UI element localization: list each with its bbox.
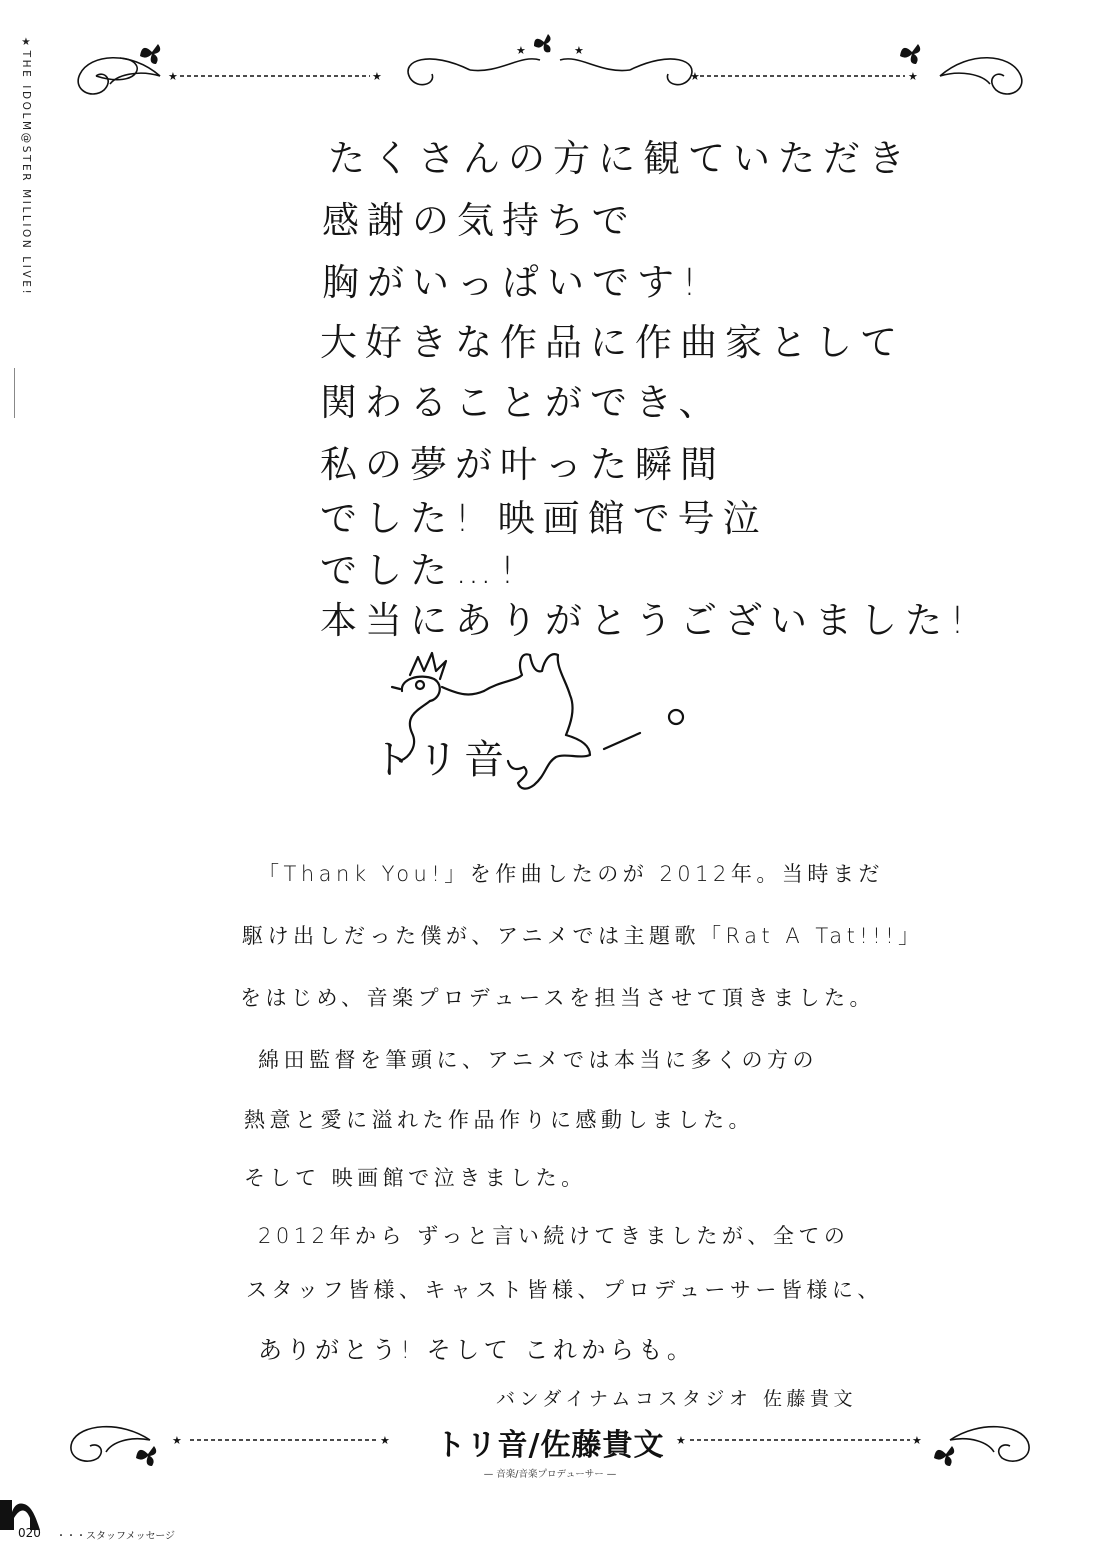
svg-text:★: ★ [380,1434,390,1447]
svg-text:★: ★ [516,44,526,57]
svg-text:★: ★ [908,70,918,83]
message-line: 感謝の気持ちで [322,199,637,242]
svg-text:★: ★ [168,70,178,83]
body-line: スタッフ皆様、キャスト皆様、プロデューサー皆様に、 [246,1278,883,1302]
message-line: でした! 映画館で号泣 [320,497,768,540]
doodle-caption: トリ音 [372,737,510,783]
svg-text:★: ★ [172,1434,182,1447]
message-line: でした…! [320,549,523,592]
series-title: ★THE IDOLM@STER MILLION LIVE! [20,36,32,297]
body-line: 熱意と愛に溢れた作品作りに感動しました。 [244,1108,754,1132]
message-line: 大好きな作品に作曲家として [320,321,905,364]
svg-text:★: ★ [372,70,382,83]
svg-text:★: ★ [574,44,584,57]
top-ornament [0,30,1100,110]
signature-line: バンダイナムコスタジオ 佐藤貴文 [496,1388,857,1410]
body-line: 「Thank You!」を作曲したのが 2012年。当時まだ [258,862,884,886]
svg-text:★: ★ [676,1434,686,1447]
body-line: 2012年から ずっと言い続けてきましたが、全ての [258,1224,850,1248]
author-role: — 音楽/音楽プロデューサー — [483,1469,617,1480]
body-line: 綿田監督を筆頭に、アニメでは本当に多くの方の [258,1048,818,1072]
svg-text:★: ★ [690,70,700,83]
section-label: ・・・スタッフメッセージ [56,1531,175,1542]
message-line: 胸がいっぱいです! [322,261,705,304]
body-line: 駆け出しだった僕が、アニメでは主題歌「Rat A Tat!!!」 [242,924,924,948]
body-line: をはじめ、音楽プロデュースを担当させて頂きました。 [240,986,875,1010]
message-line: 関わることができ、 [320,381,724,424]
message-line: 本当にありがとうございました! [320,599,973,642]
message-line: 私の夢が叶った瞬間 [320,443,725,486]
message-line: たくさんの方に観ていただき [328,137,913,180]
body-line: そして 映画館で泣きました。 [244,1166,587,1190]
side-divider [14,368,15,418]
svg-text:★: ★ [912,1434,922,1447]
body-line: ありがとう! そして これからも。 [258,1336,696,1364]
author-name: トリ音/佐藤貴文 [435,1428,665,1463]
page-number: 020 [18,1526,41,1540]
